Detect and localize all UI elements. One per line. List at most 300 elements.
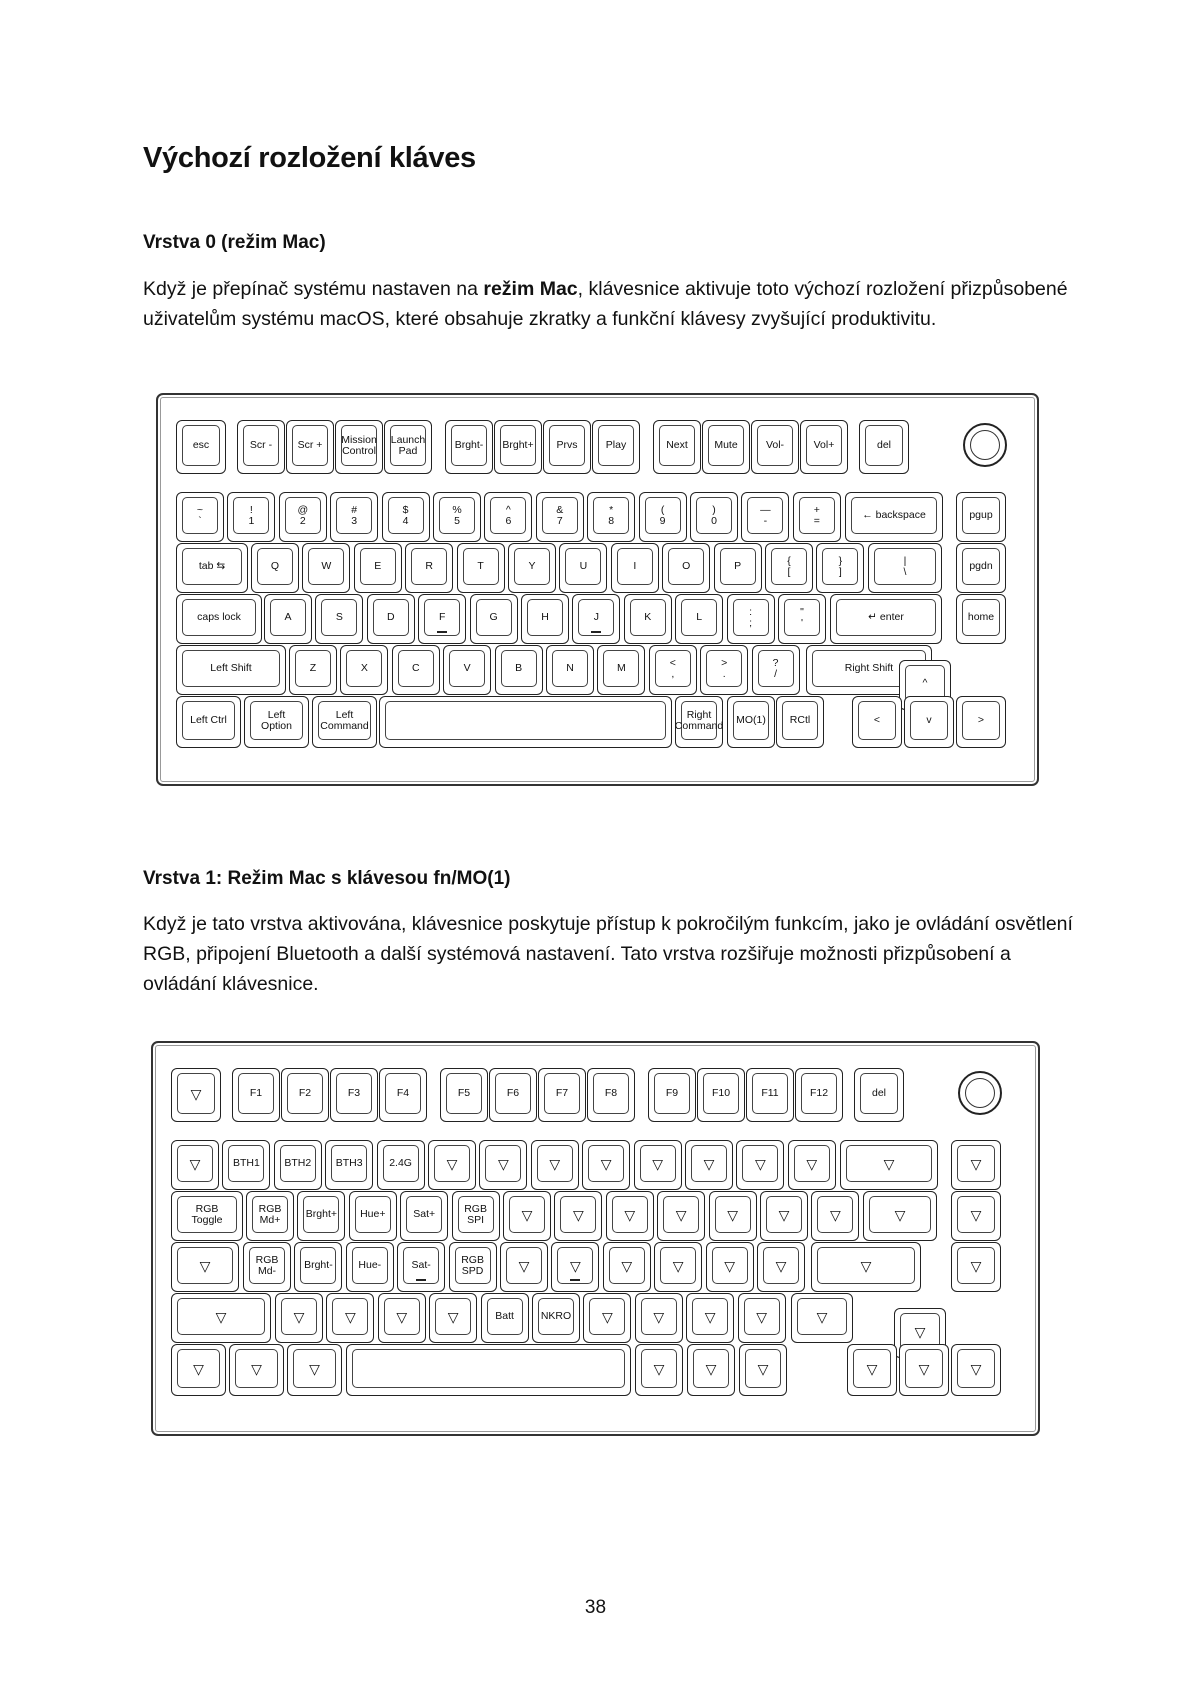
key-label: < [669,656,676,669]
layer0-key-w [302,543,350,593]
key-cap [747,497,783,534]
key-label: ] [838,565,842,578]
key-cap [177,1298,265,1335]
layer0-key-blank [765,543,813,593]
key-cap [182,425,220,466]
key-cap [757,425,793,466]
key-label: ▽ [251,1360,262,1377]
layer0-key-play [592,420,640,474]
key-cap [235,1349,278,1388]
layer0-key-right-command [675,696,723,748]
layer0-key-s [315,594,363,644]
key-label: ▽ [570,1257,581,1274]
key-label: 9 [659,514,666,527]
layer0-key-rctl [776,696,824,748]
key-cap [383,1145,419,1182]
key-cap [957,1145,995,1182]
key-cap [490,497,526,534]
key-label: ↵ enter [868,611,904,623]
layer1-key-f11 [746,1068,794,1122]
key-cap [352,1247,388,1284]
key-label: H [541,611,549,623]
key-cap [630,599,666,636]
key-label: ▽ [189,1155,201,1172]
layer1-key-sat [400,1191,448,1241]
section-0-text-bold: režim Mac [483,278,578,300]
layer1-key-f7 [538,1068,586,1122]
key-cap [177,1247,233,1284]
key-label: Sat+ [413,1208,436,1220]
key-cap [851,497,937,534]
layer1-key-transparent [635,1344,683,1396]
key-cap [435,1298,471,1335]
key-cap [182,497,218,534]
key-label: F2 [298,1087,312,1099]
layer0-key-blank [727,594,775,644]
key-cap [794,1145,830,1182]
layer1-key-transparent [479,1140,527,1190]
layer1-key-transparent [606,1191,654,1241]
layer0-key-backspace [845,492,943,542]
key-cap [177,1196,237,1233]
layer0-key-left-command [312,696,377,748]
key-cap [708,425,744,466]
key-cap [449,650,485,687]
key-cap [681,599,717,636]
key-label: 0 [711,514,717,527]
layer1-key-rgb-md [243,1242,291,1292]
key-label: pgup [969,509,993,521]
key-label: 2.4G [389,1157,412,1169]
key-cap [865,425,903,466]
key-label: F12 [809,1087,829,1099]
layer1-key-batt [481,1293,529,1343]
key-cap [712,1247,748,1284]
key-label: ▽ [446,1155,458,1172]
key-cap [252,1196,288,1233]
key-label: ▽ [705,1360,717,1377]
key-cap [182,650,280,687]
key-cap [285,497,321,534]
layer0-key-b [495,645,543,695]
layer1-key-transparent [791,1293,853,1343]
key-label: : [749,605,753,618]
key-cap [655,650,691,687]
key-cap [385,1073,421,1114]
key-label: ▽ [293,1308,305,1325]
layer1-key-nkro [532,1293,580,1343]
key-cap [336,497,372,534]
layer1-key-transparent [428,1140,476,1190]
key-label: BTH2 [284,1157,312,1169]
key-cap [331,1145,367,1182]
layer0-key-r [405,543,453,593]
key-label: 5 [454,514,460,527]
key-cap [527,599,563,636]
key-cap [233,497,269,534]
key-cap [744,1298,780,1335]
layer1-key-transparent [171,1293,271,1343]
key-label: F1 [249,1087,263,1099]
key-label: = [813,514,820,527]
layer1-key-hue [349,1191,397,1241]
key-cap [720,548,756,585]
key-label: F6 [506,1087,520,1099]
key-cap [758,650,794,687]
key-cap [609,1247,645,1284]
layer0-key-blank [852,696,902,748]
key-label: U [579,560,588,572]
key-label: ▽ [914,1323,926,1340]
key-cap [853,1349,891,1388]
layer0-key-5 [433,492,481,542]
layer1-key-transparent [500,1242,548,1292]
key-label: ▽ [816,1308,828,1325]
rotary-knob-icon [958,1071,1002,1115]
layer0-key-next [653,420,701,474]
key-label: } [838,554,843,567]
section-0-text-end: , klávesnice aktivuje toto výchozí rozložení přizpůsobené uživatelům systému macOS, které obsahuje zkratky a funkční klávesy zvyšující produktivitu. [143,278,1068,330]
layer1-key-transparent [378,1293,426,1343]
layer1-key-transparent [951,1191,1001,1241]
key-label: ▽ [652,1155,663,1172]
page-number: 38 [584,1597,607,1618]
key-cap [544,1073,580,1114]
layer0-key-pgdn [956,543,1006,593]
layer0-key-u [559,543,607,593]
key-cap [355,1196,391,1233]
key-label: F8 [604,1087,618,1099]
key-cap [360,548,396,585]
layer0-key-blank [778,594,826,644]
key-cap [645,497,681,534]
layer0-key-v [443,645,491,695]
key-label: ~ [196,503,204,516]
layer1-key-transparent [171,1068,221,1122]
layer0-key-blank [793,492,841,542]
key-label: Option [261,719,292,732]
key-cap [270,599,306,636]
layer1-key-transparent [899,1344,949,1396]
key-cap [745,1349,781,1388]
key-label: F7 [555,1087,569,1099]
key-label: home [967,611,995,623]
section-0-paragraph [143,274,1073,334]
layer1-key-transparent [840,1140,938,1190]
layer0-key-blank [868,543,942,593]
key-label: " [800,605,804,618]
key-cap [612,1196,648,1233]
layer1-key-transparent [738,1293,786,1343]
key-label: RCtl [789,714,811,726]
layer1-key-rgb-md [246,1191,294,1241]
key-cap [182,599,256,636]
key-label: ← backspace [862,509,926,521]
key-label: . [722,667,726,680]
key-label: R [425,560,433,572]
key-label: MO(1) [736,714,766,726]
key-label: ▽ [602,1308,613,1325]
layer0-key-3 [330,492,378,542]
layer0-key-scr [237,420,285,474]
layer1-key-transparent [171,1242,239,1292]
key-label: Sat- [411,1259,431,1271]
key-cap [846,1145,932,1182]
layer0-key-v [904,696,954,748]
key-cap [589,1298,625,1335]
key-cap [514,548,550,585]
key-cap [336,1073,372,1114]
layer1-key-f3 [330,1068,378,1122]
key-cap [860,1073,898,1114]
layer0-key-t [457,543,505,593]
layer1-key-transparent [171,1140,219,1190]
key-label: ▽ [727,1206,738,1223]
layer0-key-blank [816,543,864,593]
key-cap [957,1349,995,1388]
layer1-key-spacebar [346,1344,631,1396]
key-cap [281,1298,317,1335]
key-label: ▽ [756,1308,767,1325]
layer1-key-transparent [503,1191,551,1241]
layer0-key-prvs [543,420,591,474]
layer0-key-h [521,594,569,644]
key-cap [292,425,328,466]
layer0-key-home [956,594,1006,644]
key-cap [593,497,629,534]
layer0-key-tab [176,543,248,593]
key-label: Scr - [249,439,273,451]
layer1-key-transparent [634,1140,682,1190]
key-label: / [774,667,778,680]
layer1-key-transparent [531,1140,579,1190]
key-label: W [321,560,332,572]
layer1-key-transparent [863,1191,937,1241]
key-cap [501,650,537,687]
key-label: BTH1 [232,1157,260,1169]
key-label: Brght- [454,439,484,451]
layer1-key-2-4g [377,1140,425,1190]
layer1-key-transparent [811,1242,921,1292]
key-cap [560,1196,596,1233]
key-cap [869,1196,931,1233]
key-label: F4 [396,1087,410,1099]
key-cap [552,650,588,687]
key-cap [733,599,769,636]
key-cap [962,599,1000,636]
layer1-key-transparent [229,1344,284,1396]
key-label: F3 [347,1087,361,1099]
key-label: # [351,503,358,516]
key-cap [742,1145,778,1182]
key-label: Command [320,719,369,732]
key-cap [663,1196,699,1233]
key-label: $ [402,503,409,516]
key-label: Scr + [297,439,323,451]
key-label: Brght+ [502,439,534,451]
layer1-key-f6 [489,1068,537,1122]
layer1-key-transparent [582,1140,630,1190]
key-label: SPD [461,1264,484,1277]
key-label: ▽ [190,1085,202,1102]
key-cap [293,1349,336,1388]
layer1-key-transparent [739,1344,787,1396]
layer1-key-transparent [788,1140,836,1190]
layer1-key-brght [294,1242,342,1292]
layer1-key-transparent [757,1242,805,1292]
layer1-key-transparent [583,1293,631,1343]
layer1-key-f8 [587,1068,635,1122]
key-cap [250,701,303,740]
layer0-key-f [418,594,466,644]
key-label: @ [297,503,309,516]
layer0-key-4 [382,492,430,542]
layer0-key-left-ctrl [176,696,241,748]
homing-bump-icon [416,1279,426,1281]
key-label: ▽ [724,1257,735,1274]
key-label: Right Shift [844,662,894,674]
layer0-key-blank [176,492,224,542]
key-label: N [566,662,574,674]
key-label: ▽ [345,1308,356,1325]
layer1-key-rgb-toggle [171,1191,243,1241]
layer1-key-transparent [736,1140,784,1190]
layer0-key-2 [279,492,327,542]
key-cap [640,1145,676,1182]
key-label: Vol- [765,439,785,451]
key-label: 2 [299,514,306,527]
key-label: 6 [505,514,512,527]
layer1-key-rgb-spd [449,1242,497,1292]
key-label: 4 [402,514,409,527]
key-label: — [760,503,771,516]
key-cap [495,1073,531,1114]
key-label: ▽ [866,1360,878,1377]
layer1-key-f4 [379,1068,427,1122]
key-cap [588,1145,624,1182]
key-label: B [515,662,523,674]
key-label: Batt [495,1310,514,1322]
key-cap [962,548,1000,585]
key-cap [500,425,536,466]
key-cap [691,1145,727,1182]
layer1-key-transparent [709,1191,757,1241]
key-label: Left Ctrl [190,714,227,726]
key-label: ▽ [521,1206,533,1223]
homing-bump-icon [591,631,601,633]
key-label: ▽ [549,1155,561,1172]
key-cap [910,701,948,740]
key-label: pgdn [969,560,993,572]
key-label: F [438,611,446,623]
layer0-key-brght [494,420,542,474]
key-label: 3 [351,514,358,527]
layer1-key-transparent [951,1242,1001,1292]
key-cap [542,497,578,534]
keyboard-layer-0-diagram [156,393,1039,786]
layer1-key-transparent [275,1293,323,1343]
layer1-key-f5 [440,1068,488,1122]
key-label: > [721,656,728,669]
key-cap [332,1298,368,1335]
key-label: Mission [341,433,377,446]
key-label: ( [660,503,665,516]
key-label: E [374,560,382,572]
key-label: T [477,560,484,572]
key-cap [660,1247,696,1284]
key-label: ▽ [447,1308,459,1325]
key-cap [822,548,858,585]
key-label: Md- [257,1264,277,1277]
layer0-key-pgup [956,492,1006,542]
key-label: A [284,611,292,623]
layer1-key-transparent [687,1344,735,1396]
layer0-key-9 [639,492,687,542]
layer0-key-k [624,594,672,644]
key-label: Brght- [304,1259,333,1271]
key-cap [668,548,704,585]
key-cap [905,1349,943,1388]
key-cap [238,1073,274,1114]
key-cap [806,425,842,466]
key-label: ▽ [675,1206,687,1223]
key-label: Prvs [556,439,578,451]
key-cap [957,1196,995,1233]
key-label: 1 [248,514,255,527]
layer0-key-blank [649,645,697,695]
key-label: Left [335,708,354,721]
key-cap [406,1196,442,1233]
key-cap [733,701,769,740]
key-cap [752,1073,788,1114]
key-label: ▽ [830,1206,841,1223]
layer0-key-launch-pad [384,420,432,474]
key-cap [446,1073,482,1114]
layer0-key-g [470,594,518,644]
key-cap [962,497,1000,534]
layer1-key-transparent [760,1191,808,1241]
layer0-key-mo-1 [727,696,775,748]
key-cap [352,1349,625,1388]
key-label: S [335,611,343,623]
key-label: ▽ [755,1155,766,1172]
key-label: RGB [255,1253,279,1266]
key-cap [308,548,344,585]
key-cap [654,1073,690,1114]
key-label: Launch [390,433,426,446]
key-cap [411,548,447,585]
layer0-key-0 [690,492,738,542]
layer1-key-rgb-spi [452,1191,500,1241]
key-cap [390,425,426,466]
key-label: J [593,611,600,623]
section-1-title: Vrstva 1: Režim Mac s klávesou fn/MO(1) [143,868,511,889]
layer1-key-f12 [795,1068,843,1122]
layer0-key-n [546,645,594,695]
key-label: Brght+ [305,1208,337,1220]
key-cap [177,1073,215,1114]
layer0-key-brght [445,420,493,474]
key-label: Mute [714,439,738,451]
layer1-key-bth1 [222,1140,270,1190]
key-label: Toggle [191,1213,223,1226]
key-cap [451,425,487,466]
key-label: RGB [461,1253,484,1266]
layer1-key-transparent [654,1242,702,1292]
key-cap [817,1247,915,1284]
key-cap [799,497,835,534]
key-cap [674,701,724,740]
